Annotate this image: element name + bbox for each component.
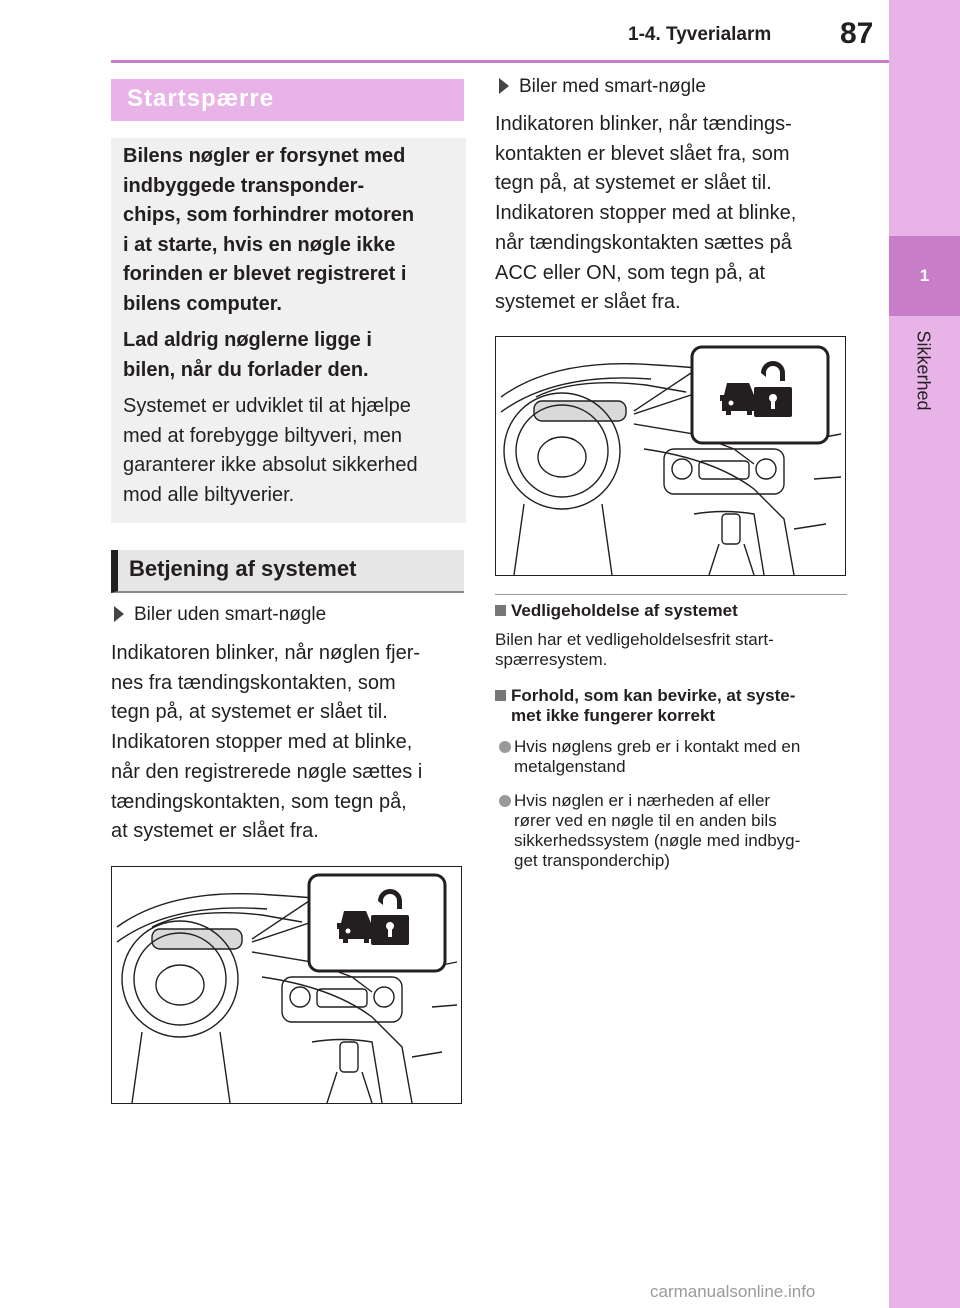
heading-line: met ikke fungerer korrekt xyxy=(511,706,716,725)
circle-bullet-icon xyxy=(499,795,511,807)
square-bullet-icon xyxy=(495,605,506,616)
info-box xyxy=(111,138,466,523)
info-box-bold-paragraph xyxy=(123,142,454,319)
no-smart-key-paragraph xyxy=(111,639,422,847)
text-line: Hvis nøglens greb er i kontakt med en xyxy=(514,737,801,756)
text-line: Indikatoren stopper med at blinke, xyxy=(495,202,797,225)
text-line: forinden er blevet registreret i xyxy=(123,263,407,285)
heading-text: Forhold, som kan bevirke, at syste- xyxy=(511,686,796,705)
text-line: bilens computer. xyxy=(123,292,282,315)
text-line: tændingskontakten, som tegn på, xyxy=(111,790,407,813)
dashboard-illustration-left xyxy=(111,866,462,1104)
heading-line xyxy=(495,686,795,706)
maintenance-paragraph xyxy=(495,630,774,670)
startspaerre-heading: Startspærre xyxy=(111,79,464,121)
chapter-label: Sikkerhed xyxy=(913,330,934,411)
item-smart-key xyxy=(499,76,706,98)
text-line: indbyggede transponder- xyxy=(123,174,365,197)
dashboard-illustration-right xyxy=(495,336,846,576)
arrow-bullet-icon xyxy=(114,606,124,622)
text-line: nes fra tændingskontakten, som xyxy=(111,671,396,694)
text-line: Hvis nøglen er i nærheden af eller xyxy=(514,791,771,810)
text-line: tegn på, at systemet er slået til. xyxy=(111,701,388,724)
circle-bullet-icon xyxy=(499,741,511,753)
bullet-other-key xyxy=(514,791,800,871)
maintenance-heading xyxy=(495,601,738,621)
text-line: Indikatoren blinker, når tændings- xyxy=(495,113,792,135)
conditions-heading xyxy=(495,686,795,726)
text-line: Lad aldrig nøglerne ligge i xyxy=(123,329,372,351)
text-line: rører ved en nøgle til en anden bils xyxy=(514,811,777,830)
heading-text: Vedligeholdelse af systemet xyxy=(511,601,738,620)
text-line: bilen, når du forlader den. xyxy=(123,358,369,381)
square-bullet-icon xyxy=(495,690,506,701)
subsection-divider xyxy=(495,594,847,595)
item-no-smart-key xyxy=(114,604,326,626)
item-label: Biler uden smart-nøgle xyxy=(134,604,327,625)
text-line: når den registrerede nøgle sættes i xyxy=(111,760,423,783)
text-line: med at forebygge biltyveri, men xyxy=(123,424,403,447)
chapter-number-tab[interactable]: 1 xyxy=(889,236,960,316)
item-label: Biler med smart-nøgle xyxy=(519,76,706,97)
text-line: tegn på, at systemet er slået til. xyxy=(495,172,772,195)
text-line: ACC eller ON, som tegn på, at xyxy=(495,261,766,284)
smart-key-paragraph xyxy=(495,110,796,318)
text-line: get transponderchip) xyxy=(514,851,670,870)
text-line: sikkerhedssystem (nøgle med indbyg- xyxy=(514,831,801,850)
text-line: spærresystem. xyxy=(495,650,608,669)
section-title: 1-4. Tyverialarm xyxy=(628,24,772,45)
text-line: Indikatoren stopper med at blinke, xyxy=(111,731,413,754)
arrow-bullet-icon xyxy=(499,78,509,94)
text-line: at systemet er slået fra. xyxy=(111,820,319,843)
info-box-normal-paragraph xyxy=(123,392,454,510)
chapter-sidebar xyxy=(889,0,960,1308)
info-box-warning-paragraph xyxy=(123,326,454,385)
text-line: når tændingskontakten sættes på xyxy=(495,231,792,254)
text-line: Indikatoren blinker, når nøglen fjer- xyxy=(111,642,421,664)
text-line: Bilen har et vedligeholdelsesfrit start- xyxy=(495,630,774,649)
header-divider xyxy=(111,60,889,63)
page-number: 87 xyxy=(840,17,874,50)
bullet-metal-contact xyxy=(514,737,800,777)
text-line: metalgenstand xyxy=(514,757,626,776)
text-line: mod alle biltyverier. xyxy=(123,483,295,506)
text-line: garanterer ikke absolut sikkerhed xyxy=(123,454,418,476)
text-line: chips, som forhindrer motoren xyxy=(123,204,415,226)
text-line: Bilens nøgler er forsynet med xyxy=(123,145,406,167)
text-line: i at starte, hvis en nøgle ikke xyxy=(123,233,396,256)
text-line: systemet er slået fra. xyxy=(495,291,681,314)
betjening-heading: Betjening af systemet xyxy=(111,550,464,593)
text-line: kontakten er blevet slået fra, som xyxy=(495,142,790,165)
watermark: carmanualsonline.info xyxy=(650,1282,816,1301)
text-line: Systemet er udviklet til at hjælpe xyxy=(123,395,411,417)
